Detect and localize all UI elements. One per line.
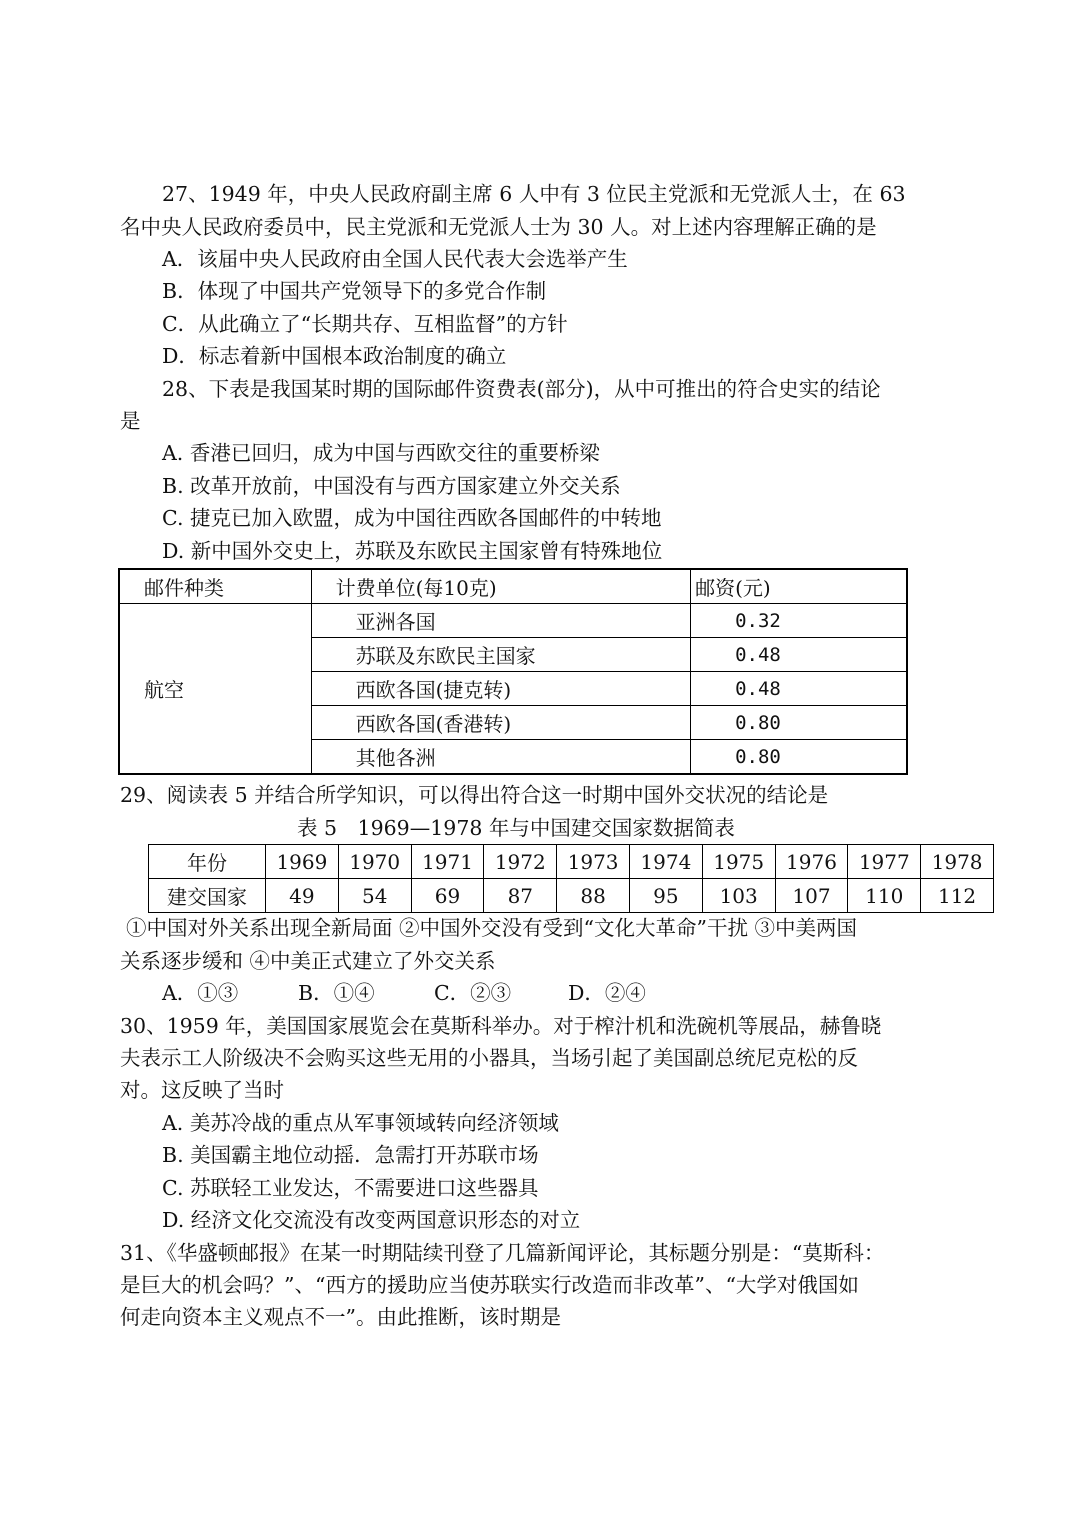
unit-cell: 亚洲各国 — [311, 604, 690, 638]
table-5-caption: 表 5 1969—1978 年与中国建交国家数据简表 — [297, 816, 735, 840]
count-cell: 69 — [411, 879, 484, 913]
q30-option-a: A. 美苏冷战的重点从军事领域转向经济领域 — [162, 1111, 559, 1135]
unit-cell: 西欧各国(捷克转) — [311, 672, 690, 706]
mail-category-cell: 航空 — [119, 604, 311, 775]
count-cell: 49 — [266, 879, 339, 913]
q30-option-b: B. 美国霸主地位动摇．急需打开苏联市场 — [162, 1143, 539, 1167]
year-cell: 1974 — [629, 845, 702, 879]
q30-option-d: D. 经济文化交流没有改变两国意识形态的对立 — [162, 1208, 581, 1232]
count-cell: 95 — [629, 879, 702, 913]
count-cell: 107 — [775, 879, 848, 913]
q27-option-b: B．体现了中国共产党领导下的多党合作制 — [162, 279, 547, 303]
year-cell: 1972 — [484, 845, 557, 879]
q29-options — [162, 978, 646, 1008]
q31-stem-line-2: 是巨大的机会吗？”、“西方的援助应当使苏联实行改造而非改革”、“大学对俄国如 — [120, 1273, 859, 1297]
q29-statements-line-1: ①中国对外关系出现全新局面 ②中国外交没有受到“文化大革命”干扰 ③中美两国 — [126, 916, 857, 940]
unit-cell: 其他各洲 — [311, 740, 690, 775]
q27-option-a: A．该届中央人民政府由全国人民代表大会选举产生 — [162, 247, 628, 271]
q29-stem: 29、阅读表 5 并结合所学知识，可以得出符合这一时期中国外交状况的结论是 — [120, 783, 829, 807]
table-row — [149, 845, 994, 879]
row-label-year: 年份 — [149, 845, 266, 879]
q30-stem-line-1: 30、1959 年，美国国家展览会在莫斯科举办。对于榨汁机和洗碗机等展品，赫鲁晓 — [120, 1014, 882, 1038]
header-mail-type: 邮件种类 — [119, 569, 311, 604]
year-cell: 1976 — [775, 845, 848, 879]
q31-stem-line-1: 31、《华盛顿邮报》在某一时期陆续刊登了几篇新闻评论，其标题分别是：“莫斯科： — [120, 1241, 885, 1265]
q30-stem-line-2: 夫表示工人阶级决不会购买这些无用的小器具，当场引起了美国副总统尼克松的反 — [120, 1046, 858, 1070]
count-cell: 110 — [848, 879, 921, 913]
count-cell: 54 — [338, 879, 411, 913]
year-cell: 1975 — [702, 845, 775, 879]
postage-table — [118, 568, 908, 775]
table-row — [149, 879, 994, 913]
q28-option-d: D. 新中国外交史上，苏联及东欧民主国家曾有特殊地位 — [162, 539, 663, 563]
q28-option-c: C. 捷克已加入欧盟，成为中国往西欧各国邮件的中转地 — [162, 506, 662, 530]
q28-option-b: B. 改革开放前，中国没有与西方国家建立外交关系 — [162, 474, 621, 498]
year-cell: 1970 — [338, 845, 411, 879]
year-cell: 1973 — [557, 845, 630, 879]
q27-stem-line-2: 名中央人民政府委员中，民主党派和无党派人士为 30 人。对上述内容理解正确的是 — [120, 215, 877, 239]
q30-stem-line-3: 对。这反映了当时 — [120, 1078, 284, 1102]
q31-stem-line-3: 何走向资本主义观点不一”。由此推断，该时期是 — [120, 1305, 561, 1329]
table-row — [119, 569, 907, 604]
q30-option-c: C. 苏联轻工业发达，不需要进口这些器具 — [162, 1176, 539, 1200]
price-cell: 0.32 — [691, 604, 907, 638]
year-cell: 1978 — [921, 845, 994, 879]
q27-option-c: C．从此确立了“长期共存、互相监督”的方针 — [162, 312, 568, 336]
q29-option-c: C．②③ — [434, 981, 512, 1005]
unit-cell: 西欧各国(香港转) — [311, 706, 690, 740]
price-cell: 0.48 — [691, 638, 907, 672]
year-cell: 1969 — [266, 845, 339, 879]
header-postage: 邮资(元) — [691, 569, 907, 604]
row-label-countries: 建交国家 — [149, 879, 266, 913]
header-billing-unit: 计费单位(每10克) — [311, 569, 690, 604]
q29-option-a: A．①③ — [162, 981, 239, 1005]
price-cell: 0.48 — [691, 672, 907, 706]
q28-option-a: A. 香港已回归，成为中国与西欧交往的重要桥梁 — [162, 441, 600, 465]
q29-statements-line-2: 关系逐步缓和 ④中美正式建立了外交关系 — [120, 949, 496, 973]
q27-option-d: D．标志着新中国根本政治制度的确立 — [162, 344, 507, 368]
q28-stem-line-2: 是 — [120, 409, 141, 433]
count-cell: 112 — [921, 879, 994, 913]
count-cell: 88 — [557, 879, 630, 913]
q29-option-d: D．②④ — [568, 981, 646, 1005]
diplomatic-relations-table — [148, 844, 994, 913]
count-cell: 103 — [702, 879, 775, 913]
year-cell: 1977 — [848, 845, 921, 879]
table-row — [119, 604, 907, 638]
unit-cell: 苏联及东欧民主国家 — [311, 638, 690, 672]
year-cell: 1971 — [411, 845, 484, 879]
q27-stem-line-1: 27、1949 年，中央人民政府副主席 6 人中有 3 位民主党派和无党派人士，在 63 — [162, 182, 906, 206]
price-cell: 0.80 — [691, 740, 907, 775]
price-cell: 0.80 — [691, 706, 907, 740]
count-cell: 87 — [484, 879, 557, 913]
q29-option-b: B．①④ — [298, 981, 375, 1005]
q28-stem-line-1: 28、下表是我国某时期的国际邮件资费表(部分)，从中可推出的符合史实的结论 — [162, 377, 881, 401]
